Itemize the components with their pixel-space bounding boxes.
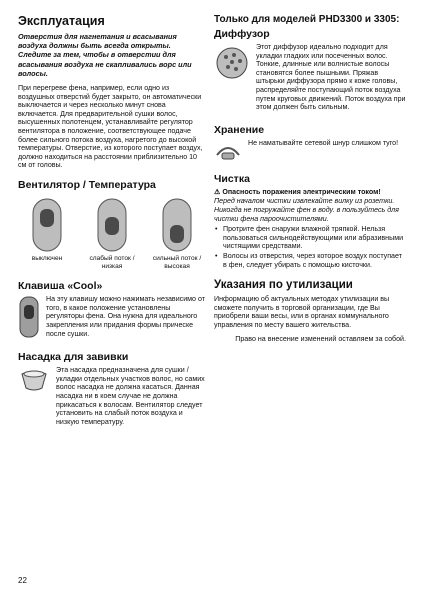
danger-line bbox=[214, 188, 406, 197]
cleaning-title: Чистка bbox=[214, 172, 250, 185]
cool-text: На эту клавишу можно нажимать независимо от того, в какое положение установлены регуляторы фена. Она нужна для идеального закрепления или придания формы прическе после сушки. bbox=[46, 295, 206, 338]
switch-off-icon bbox=[24, 197, 70, 253]
air-warning: Отверстия для нагнетания и всасывания воздуха должны быть всегда открыты. Следите за тем, чтобы в отверстии для всасывания воздуха не скапливались ворс или волосы. bbox=[18, 32, 192, 78]
nozzle-block bbox=[18, 366, 206, 426]
fan-label-high: сильный поток / высокая bbox=[152, 254, 202, 270]
switch-high-icon bbox=[154, 197, 200, 253]
models-title: Только для моделей PHD3300 и 3305: bbox=[214, 14, 400, 25]
fan-setting-low bbox=[83, 197, 141, 270]
cleaning-list bbox=[214, 225, 406, 269]
storage-text: Не наматывайте сетевой шнур слишком туго! bbox=[248, 138, 399, 147]
disposal-title: Указания по утилизации bbox=[214, 279, 353, 292]
left-column bbox=[18, 14, 206, 426]
fan-label-low: слабый поток / низкая bbox=[89, 254, 135, 270]
nozzle-text: Эта насадка предназначена для сушки / укладки отдельных участков волос, но самих волос насадка не должна касаться. Данная насадка ни в коем случае не должна прикасаться к волосам. Вентилятор следует установить на слабый поток воздуха и низкую температуру. bbox=[56, 366, 205, 426]
fan-label-off: выключен bbox=[31, 254, 63, 262]
warning-triangle-icon: ⚠ bbox=[214, 187, 221, 196]
switch-low-icon bbox=[89, 197, 135, 253]
diffuser-block bbox=[214, 43, 406, 112]
fan-setting-off bbox=[18, 197, 76, 270]
reservation-note: Право на внесение изменений оставляем за собой. bbox=[235, 335, 406, 344]
fan-settings bbox=[18, 197, 206, 270]
nozzle-title: Насадка для завивки bbox=[18, 351, 129, 364]
cool-button-icon bbox=[18, 295, 40, 339]
disposal-text: Информацию об актуальных методах утилизации вы сможете получить в торговой организации, где Вы приобрели ваши весы, или в органах коммунального управления по месту вашего жительства. bbox=[214, 295, 390, 329]
section-title-operation: Эксплуатация bbox=[18, 14, 105, 28]
storage-icon bbox=[214, 139, 242, 161]
diffuser-text: Этот диффузор идеально подходит для укладки гладких или посеченных волос. Тонкие, длинные или волнистые волосы становятся более пышными. Пряжав штырьки диффузора прямо к коже головы, распределяйте поступающий поток воздуха путем круговых движений. Поток воздуха при этом должен быть сильным. bbox=[256, 43, 406, 112]
list-item: • Волосы из отверстия, через которое воздух поступает в фен, следует убирать с помощью кисточки. bbox=[214, 252, 406, 269]
storage-title: Хранение bbox=[214, 123, 265, 136]
storage-block bbox=[214, 139, 406, 161]
cool-button-title: Клавиша «Cool» bbox=[18, 280, 103, 293]
diffuser-icon bbox=[214, 43, 250, 83]
fan-temperature-title: Вентилятор / Температура bbox=[18, 178, 156, 191]
operation-text: При перегреве фена, например, если одно из воздушных отверстий будет закрыто, он автоматически выключается и через несколько минут снова включается. Для предварительной сушки волос, высушенных полотенцем, устанавливайте регулятор вентилятора в положение, соответствующее подаче более сильного потока воздуха, нагретого до высокой температуры. Отверстие, из которого поступает воздух, должно находиться на расстоянии приблизительно 10 см от головы. bbox=[18, 84, 203, 170]
right-column bbox=[214, 14, 406, 344]
fan-setting-high bbox=[148, 197, 206, 270]
danger-text: Опасность поражения электрическим током! bbox=[222, 187, 381, 196]
nozzle-icon bbox=[18, 366, 50, 396]
list-item: • Протрите фен снаружи влажной тряпкой. Нельзя пользоваться сильнодействующими или абразивными чистящими средствами. bbox=[214, 225, 406, 251]
cool-block bbox=[18, 295, 206, 339]
diffuser-title: Диффузор bbox=[214, 28, 270, 40]
page-number: 22 bbox=[18, 576, 27, 585]
cleaning-warning: Перед началом чистки извлекайте вилку из розетки. Никогда не погружайте фен в воду. в пользуйтесь для чистки фена пароочистителями. bbox=[214, 197, 399, 223]
